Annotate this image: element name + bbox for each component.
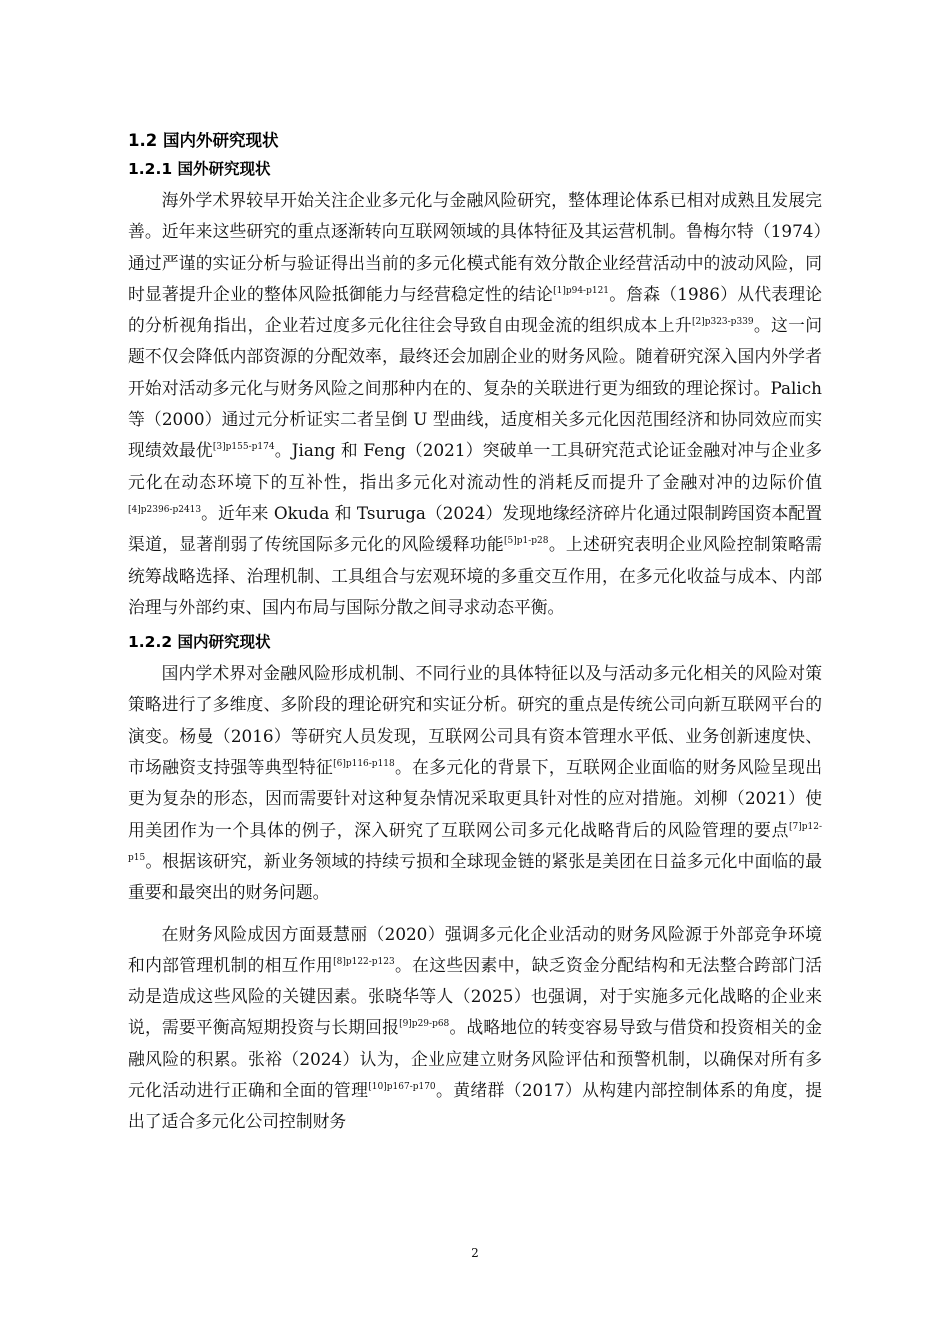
paragraph-text: 。黄绪群（2017）从构建内部控制体系的角度，提出了适合多元化公司控制财务 — [128, 1080, 822, 1132]
citation-9: [9]p29-p68 — [399, 1019, 450, 1030]
citation-6: [6]p116-p118 — [333, 759, 395, 770]
paragraph-text: 国内学术界对金融风险形成机制、不同行业的具体特征以及与活动多元化相关的风险对策策略进行了多维度、多阶段的理论研究和实证分析。研究的重点是传统公司向新互联网平台的演变。杨曼（2016）等研究人员发现，互联网公司具有资本管理水平低、业务创新速度快、市场融资支持强等典型特征 — [128, 663, 822, 778]
subsection-heading-1-2-2: 1.2.2 国内研究现状 — [128, 633, 271, 652]
citation-5: [5]p1-p28 — [504, 536, 549, 547]
paragraph-text: 。战略地位的转变容易导致与借贷和投资相关的金融风险的积累。张裕（2024）认为，企业应建立财务风险评估和预警机制，以确保对所有多元化活动进行正确和全面的管理 — [128, 1017, 822, 1101]
paragraph-text: 。根据该研究，新业务领域的持续亏损和全球现金链的紧张是美团在日益多元化中面临的最重要和最突出的财务问题。 — [128, 850, 822, 903]
paragraph-risk-causes — [128, 919, 822, 1138]
paragraph-text: 。Jiang 和 Feng（2021）突破单一工具研究范式论证金融对冲与企业多元化在动态环境下的互补性，指出多元化对流动性的消耗反而提升了金融对冲的边际价值 — [128, 440, 822, 492]
paragraph-text: 海外学术界较早开始关注企业多元化与金融风险研究，整体理论体系已相对成熟且发展完善。近年来这些研究的重点逐渐转向互联网领域的具体特征及其运营机制。鲁梅尔特（1974）通过严谨的实证分析与验证得出当前的多元化模式能有效分散企业经营活动中的波动风险，同时显著提升企业的整体风险抵御能力与经营稳定性的结论 — [128, 190, 822, 304]
paragraph-text: 。上述研究表明企业风险控制策略需统筹战略选择、治理机制、工具组合与宏观环境的多重交互作用，在多元化收益与成本、内部治理与外部约束、国内布局与国际分散之间寻求动态平衡。 — [128, 534, 822, 617]
paragraph-text: 。近年来 Okuda 和 Tsuruga（2024）发现地缘经济碎片化通过限制跨国资本配置渠道，显著削弱了传统国际多元化的风险缓释功能 — [128, 502, 822, 555]
citation-8: [8]p122-p123 — [333, 956, 395, 967]
page-number: 2 — [471, 1246, 479, 1260]
section-heading-1-2: 1.2 国内外研究现状 — [128, 131, 279, 150]
paragraph-text: 在财务风险成因方面聂慧丽（2020）强调多元化企业活动的财务风险源于外部竞争环境和内部管理机制的相互作用 — [128, 923, 822, 975]
paragraph-text: 。詹森（1986）从代表理论的分析视角指出，企业若过度多元化往往会导致自由现金流的组织成本上升 — [128, 283, 822, 336]
citation-1: [1]p94-p121 — [553, 285, 610, 296]
citation-2: [2]p323-p339 — [691, 317, 754, 328]
paragraph-foreign-research — [128, 185, 822, 623]
citation-10: [10]p167-p170 — [368, 1082, 436, 1093]
paragraph-text: 。在多元化的背景下，互联网企业面临的财务风险呈现出更为复杂的形态，因而需要针对这种复杂情况采取更具针对性的应对措施。刘柳（2021）使用美团作为一个具体的例子，深入研究了互联网公司多元化战略背后的风险管理的要点 — [128, 757, 822, 840]
paragraph-text: 。这一问题不仅会降低内部资源的分配效率，最终还会加剧企业的财务风险。随着研究深入国内外学者开始对活动多元化与财务风险之间那种内在的、复杂的关联进行更为细致的理论探讨。Palich 等（2000）通过元分析证实二者呈倒 U 型曲线，适度相关多元化因范围经济和协同效应而实现绩效最优 — [128, 315, 822, 461]
page-content — [128, 128, 822, 1138]
citation-7: [7]p12-p15 — [128, 821, 822, 863]
paragraph-domestic-research — [128, 658, 822, 908]
subsection-heading-1-2-1: 1.2.1 国外研究现状 — [128, 160, 271, 178]
paragraph-text: 。在这些因素中，缺乏资金分配结构和无法整合跨部门活动是造成这些风险的关键因素。张晓华等人（2025）也强调，对于实施多元化战略的企业来说，需要平衡高短期投资与长期回报 — [128, 954, 822, 1038]
citation-3: [3]p155-p174 — [212, 442, 275, 453]
citation-4: [4]p2396-p2413 — [128, 504, 202, 515]
